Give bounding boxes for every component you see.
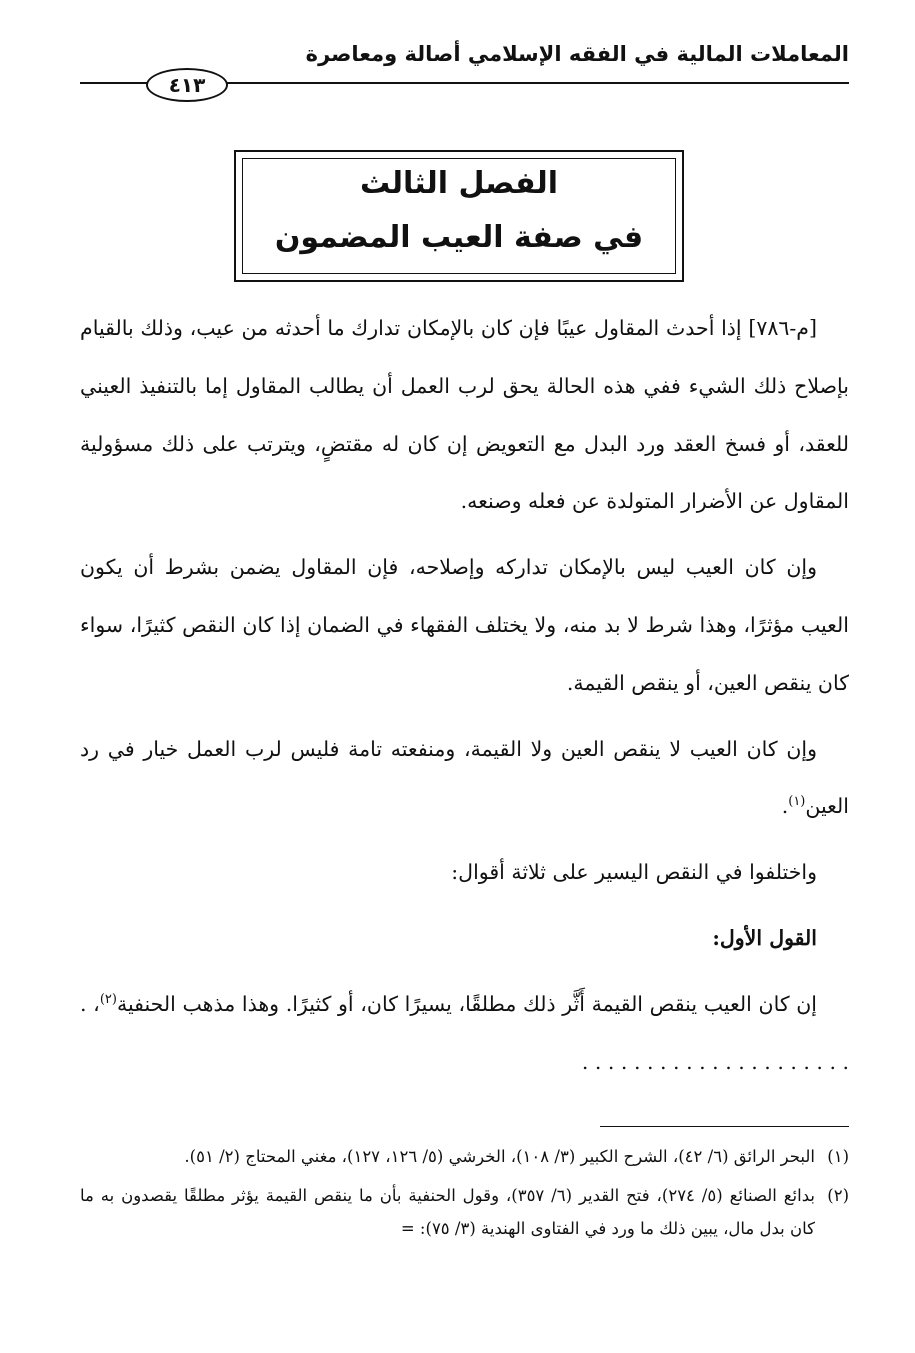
page-number: ٤١٣: [146, 68, 228, 102]
footnote-1: [80, 1140, 849, 1173]
section-heading-first-opinion: القول الأول:: [712, 925, 817, 950]
footnote-ref-1: (١): [788, 794, 806, 810]
paragraph-2: وإن كان العيب ليس بالإمكان تداركه وإصلاحه، فإن المقاول يضمن بشرط أن يكون العيب مؤثرًا، وهذا شرط لا بد منه، ولا يختلف الفقهاء في الضمان إذا كان النقص كثيرًا، سواء كان ينقص العين، أو ينقص القيمة.: [80, 555, 849, 695]
footnote-1-text: البحر الرائق (٦/ ٤٢)، الشرح الكبير (٣/ ١٠٨)، الخرشي (٥/ ١٢٦، ١٢٧)، مغني المحتاج (٢/ ٥١).: [184, 1147, 815, 1166]
paragraph-1: [م-٧٨٦] إذا أحدث المقاول عيبًا فإن كان بالإمكان تدارك ما أحدثه من عيب، وذلك بالقيام بإصلاح ذلك الشيء ففي هذه الحالة يحق لرب العمل أن يطالب المقاول إما بالتنفيذ العيني للعقد، أو فسخ العقد ورد البدل مع التعويض إن كان له مقتضٍ، ويترتب على ذلك مسؤولية المقاول عن الأضرار المتولدة عن فعله وصنعه.: [80, 316, 849, 514]
paragraph-6-end: ، . . . . . . . . . . . . . . . . . . . . . .: [80, 991, 849, 1074]
chapter-title: في صفة العيب المضمون: [274, 220, 644, 255]
paragraph-3-end: .: [781, 794, 789, 819]
footnote-2: [80, 1179, 849, 1245]
footnote-ref-2: (٢): [99, 991, 117, 1007]
chapter-number: الفصل الثالث: [359, 166, 558, 201]
footnotes: [80, 1140, 849, 1251]
paragraph-6: [80, 976, 849, 1092]
footnote-1-mark: (١): [827, 1147, 849, 1166]
paragraph-3: [80, 721, 849, 837]
paragraph-4: واختلفوا في النقص اليسير على ثلاثة أقوال:: [451, 860, 817, 885]
chapter-title-frame: [234, 150, 684, 282]
paragraph-3-text: وإن كان العيب لا ينقص العين ولا القيمة، ومنفعته تامة فليس لرب العمل خيار في رد العين: [80, 736, 849, 819]
footnote-separator: [600, 1126, 849, 1127]
footnote-2-mark: (٢): [827, 1186, 849, 1205]
paragraph-6-text: إن كان العيب ينقص القيمة أَثَّر ذلك مطلقًا، يسيرًا كان، أو كثيرًا. وهذا مذهب الحنفية: [116, 991, 818, 1016]
main-text: [80, 300, 849, 1099]
footnote-2-text: بدائع الصنائع (٥/ ٢٧٤)، فتح القدير (٦/ ٣٥٧)، وقول الحنفية بأن ما ينقص القيمة يؤثر مطلقًا يقصدون به ما كان بدل مال، يبين ذلك ما ورد في الفتاوى الهندية (٣/ ٧٥): =: [80, 1186, 815, 1238]
running-header-title: المعاملات المالية في الفقه الإسلامي أصالة ومعاصرة: [305, 42, 849, 66]
